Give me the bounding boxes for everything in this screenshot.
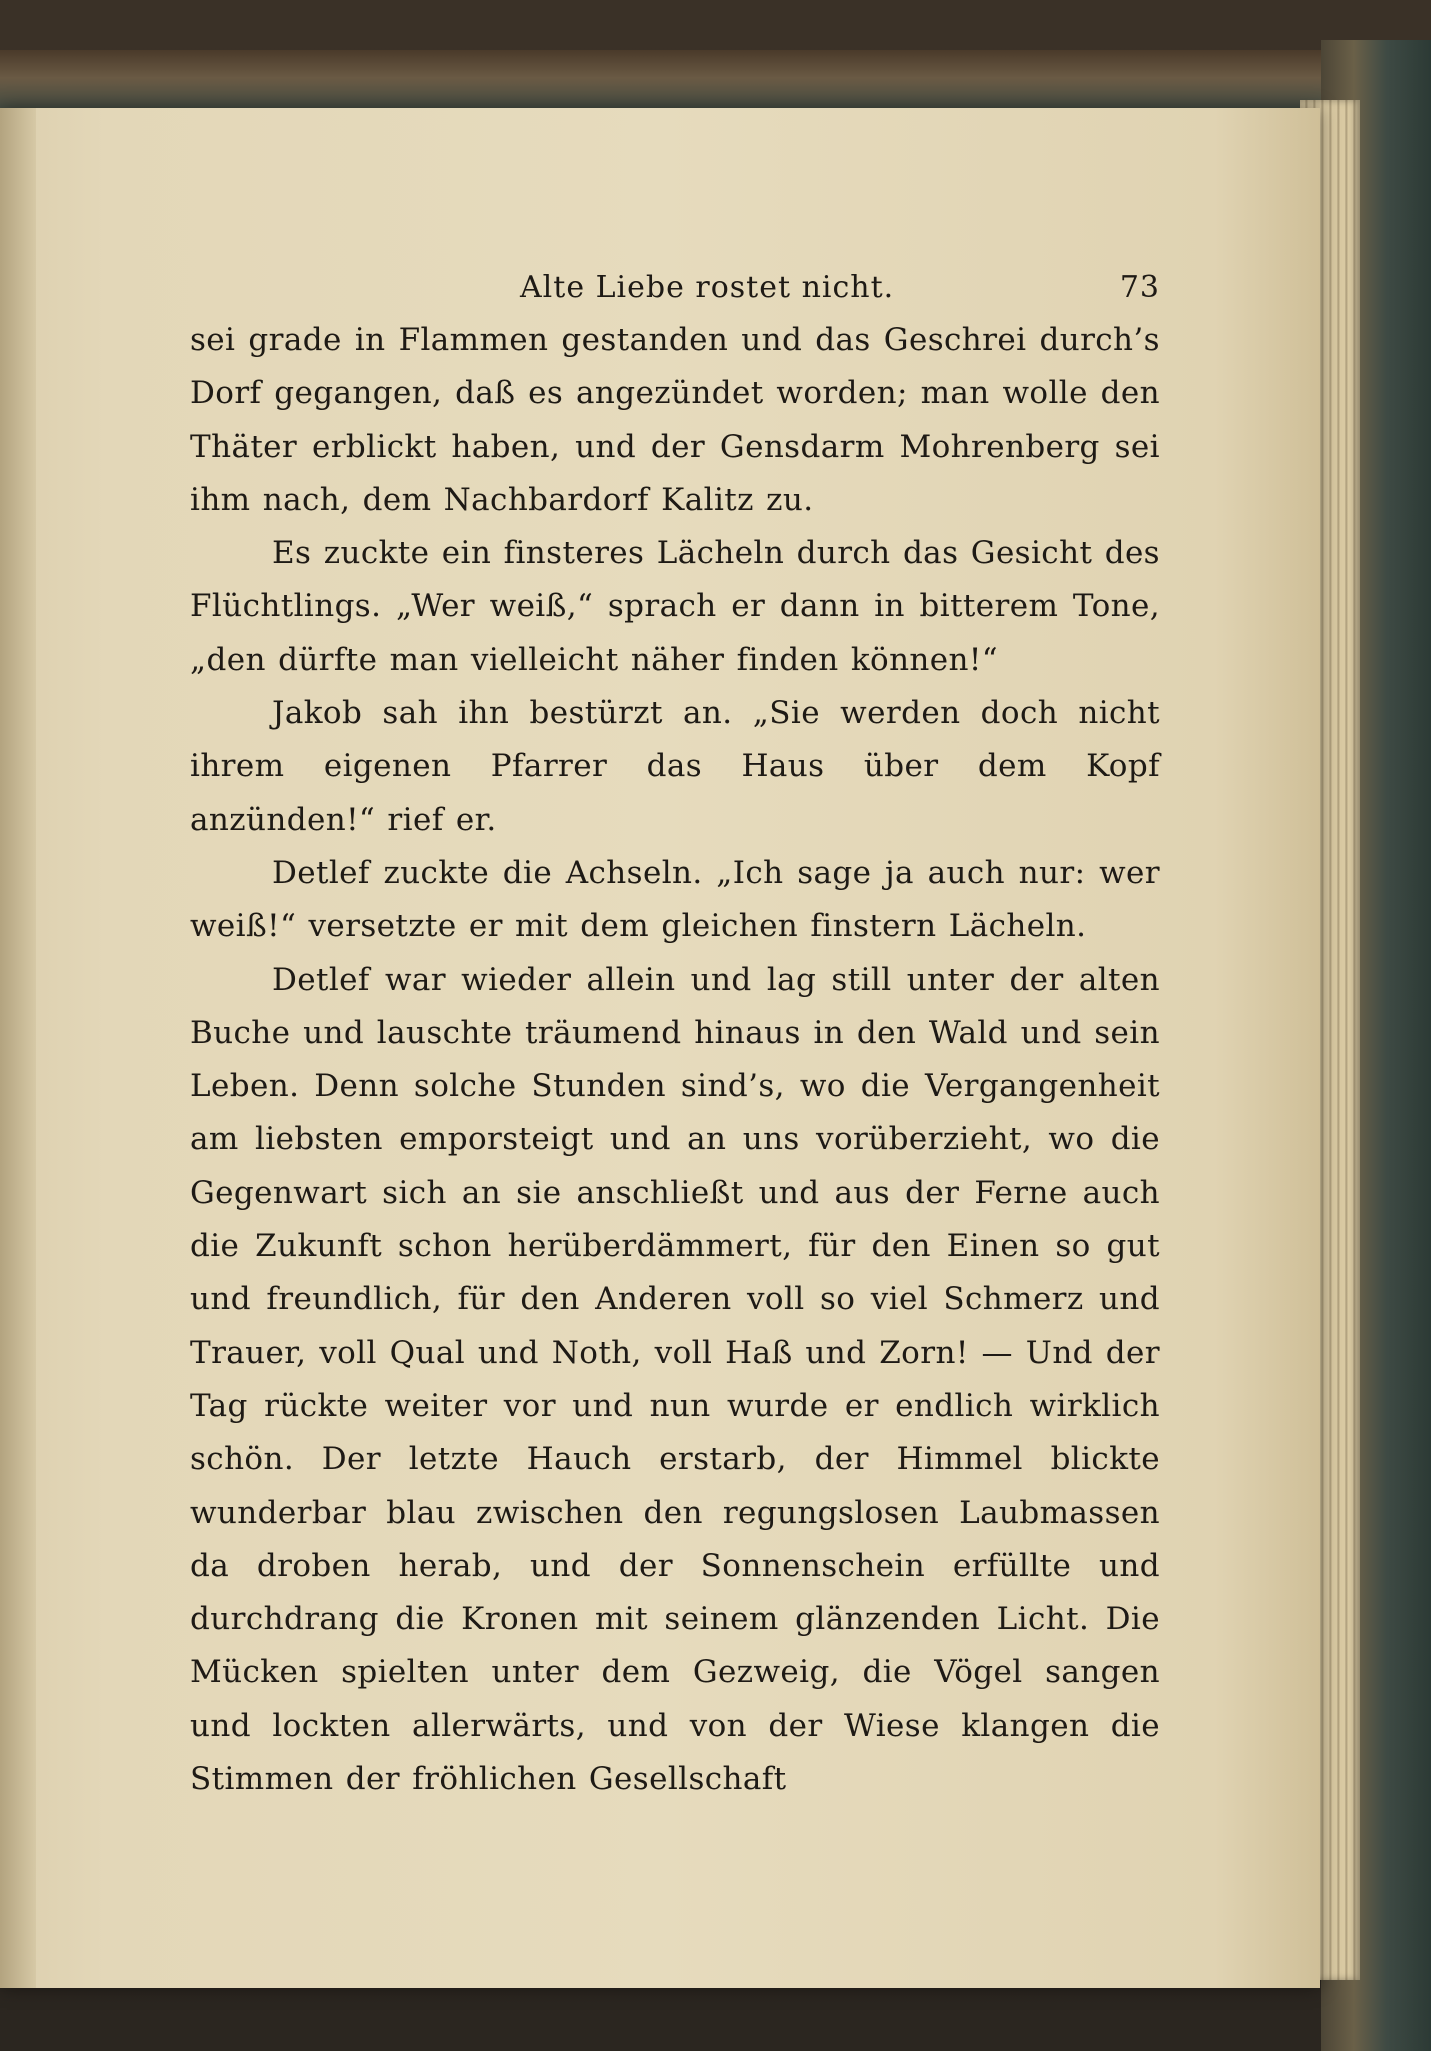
paragraph-5: Detlef war wieder allein und lag still unter der alten Buche und lauschte träumend hinaus in den Wald und sein Leben. Denn solche Stunden sind’s, wo die Vergangenheit am liebsten emporsteigt und an uns vorüberzieht, wo die Gegenwart sich an sie anschließt und aus der Ferne auch die Zukunft schon herüberdämmert, für den Einen so gut und freundlich, für den Anderen voll so viel Schmerz und Trauer, voll Qual und Noth, voll Haß und Zorn! — Und der Tag rückte weiter vor und nun wurde er endlich wirklich schön. Der letzte Hauch erstarb, der Himmel blickte wunderbar blau zwischen den regungslosen Laubmassen da droben herab, und der Sonnenschein erfüllte und durchdrang die Kronen mit seinem glänzenden Licht. Die Mücken spielten unter dem Gezweig, die Vögel sangen und lockten allerwärts, und von der Wiese klangen die Stimmen der fröhlichen Gesellschaft (190, 961, 1160, 1798)
body-text (190, 314, 1160, 1806)
paragraph-2: Es zuckte ein finsteres Lächeln durch das Gesicht des Flüchtlings. „Wer weiß,“ sprach er dann in bitterem Tone, „den dürfte man vielleicht näher finden können!“ (190, 535, 1160, 678)
paragraph-1: sei grade in Flammen gestanden und das Geschrei durch’s Dorf gegangen, daß es angezündet worden; man wolle den Thäter erblickt haben, und der Gensdarm Mohrenberg sei ihm nach, dem Nachbardorf Kalitz zu. (190, 322, 1160, 518)
page-gutter (0, 108, 36, 1988)
paragraph-3: Jakob sah ihn bestürzt an. „Sie werden doch nicht ihrem eigenen Pfarrer das Haus über dem Kopf anzünden!“ rief er. (190, 695, 1160, 838)
running-head-title: Alte Liebe rostet nicht. (520, 270, 895, 305)
running-head (190, 262, 1160, 314)
paragraph-4: Detlef zuckte die Achseln. „Ich sage ja auch nur: wer weiß!“ versetzte er mit dem gleichen finstern Lächeln. (190, 854, 1160, 945)
page-number: 73 (1119, 270, 1160, 305)
page-content (190, 262, 1160, 1806)
